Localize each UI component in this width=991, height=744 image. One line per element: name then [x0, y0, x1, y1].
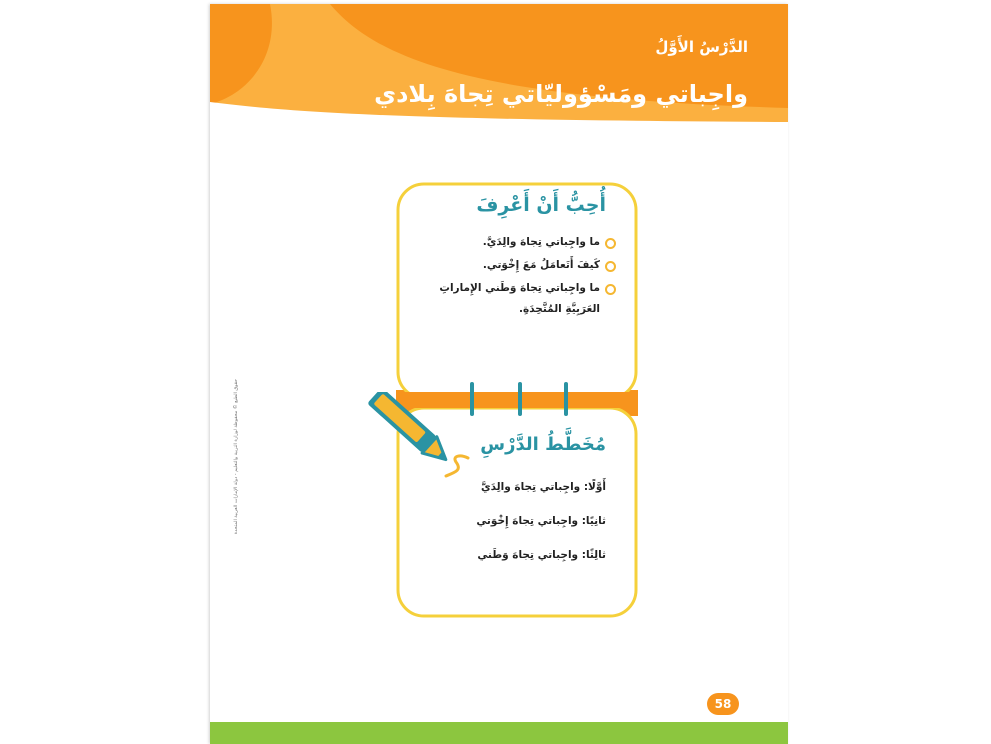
circle-bullet-icon [605, 261, 616, 272]
footer-bar [210, 722, 788, 744]
know-list [406, 232, 616, 322]
plan-list [416, 478, 606, 580]
copyright-note: حقوق الطبع © محفوظة لوزارة التربية والتعليم - دولة الإمارات العربية المتحدة [234, 379, 239, 535]
page-number: 58 [707, 693, 739, 715]
plan-box-title: مُخَطَّطُ الدَّرْسِ [480, 434, 606, 455]
crayon-icon [360, 392, 470, 492]
circle-bullet-icon [605, 238, 616, 249]
know-item-text: ما واجِباتي تِجاهَ والِدَيَّ. [482, 236, 600, 248]
plan-item: أَوَّلًا: واجِباتي تِجاهَ والِدَيَّ [480, 481, 606, 493]
know-item [406, 278, 616, 320]
textbook-page [210, 4, 788, 744]
lesson-title: واجِباتي ومَسْؤوليّاتي تِجاهَ بِلادي [374, 80, 748, 108]
plan-item: ثالِثًا: واجِباتي تِجاهَ وَطَني [477, 549, 606, 561]
know-item-text: ما واجِباتي تِجاهَ وَطَني الإِماراتِ العَرَبِيَّةِ المُتَّحِدَةِ. [439, 282, 600, 315]
know-item [406, 255, 616, 276]
plan-item: ثانِيًا: واجِباتي تِجاهَ إِخْوَتي [476, 515, 606, 527]
circle-bullet-icon [605, 284, 616, 295]
know-item [406, 232, 616, 253]
know-item-text: كَيفَ أَتَعامَلُ مَعَ إِخْوَتي. [482, 259, 600, 271]
lesson-label: الدَّرْسُ الأَوَّلُ [655, 38, 748, 56]
know-box-title: أُحِبُّ أَنْ أَعْرِفَ [476, 194, 606, 216]
